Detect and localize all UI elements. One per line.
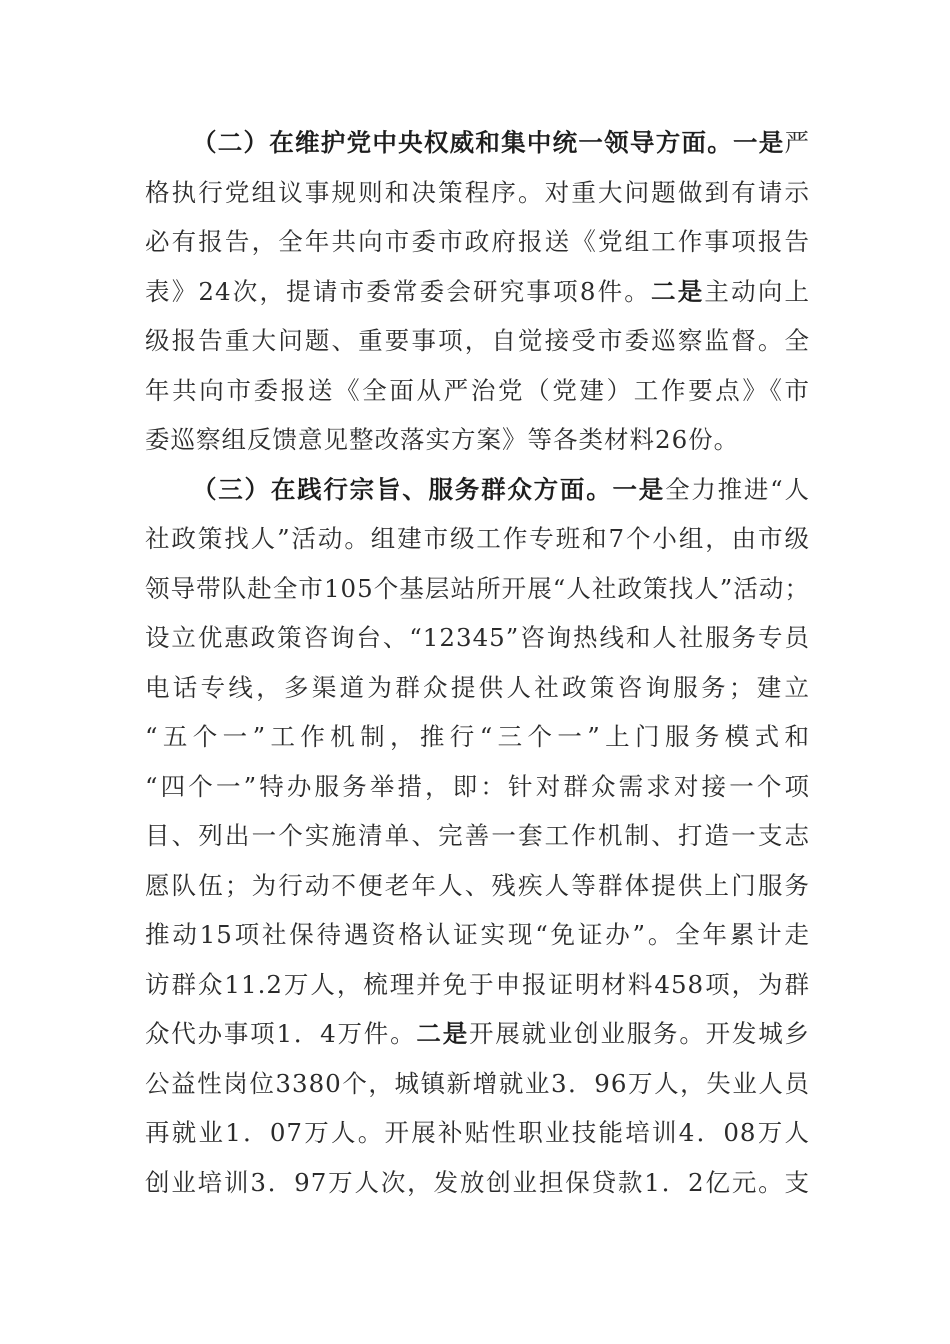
section-2-line-7: 委巡察组反馈意见整改落实方案》等各类材料26份。 (145, 425, 740, 454)
section-3-line-2: 社政策找人”活动。组建市级工作专班和7个小组，由市级 (145, 524, 810, 553)
marker-er-shi: 二是 (651, 276, 705, 306)
section-2-line-5: 级报告重大问题、重要事项，自觉接受市委巡察监督。全 (145, 326, 810, 355)
section-2-line-2: 格执行党组议事规则和决策程序。对重大问题做到有请示 (145, 177, 810, 207)
section-2-line-3: 必有报告，全年共向市委市政府报送《党组工作事项报告 (145, 227, 810, 256)
section-3-line-11: 访群众11.2万人，梳理并免于申报证明材料458项，为群 (145, 969, 810, 999)
section-2-line-4: 表》24次，提请市委常委会研究事项8件。二是主动向上 (145, 276, 810, 306)
section-3-line-14: 再就业1．07万人。开展补贴性职业技能培训4．08万人 (145, 1118, 810, 1147)
section-3-line-4: 设立优惠政策咨询台、“12345”咨询热线和人社服务专员 (145, 623, 810, 652)
section-3-heading: （三）在践行宗旨、服务群众方面。 (192, 474, 613, 504)
marker-er-shi: 二是 (416, 1019, 469, 1048)
body-text (145, 118, 810, 1207)
marker-yi-shi: 一是 (612, 474, 666, 504)
section-3-line-9: 愿队伍；为行动不便老年人、残疾人等群体提供上门服务 (145, 870, 810, 900)
section-3-line-10: 推动15项社保待遇资格认证实现“免证办”。全年累计走 (145, 920, 810, 949)
section-3-line-3: 领导带队赴全市105个基层站所开展“人社政策找人”活动； (145, 573, 810, 603)
section-2-heading: （二）在维护党中央权威和集中统一领导方面。 (192, 128, 733, 157)
section-2-line-1: （二）在维护党中央权威和集中统一领导方面。一是严 (192, 128, 810, 157)
section-3-line-8: 目、列出一个实施清单、完善一套工作机制、打造一支志 (145, 821, 810, 850)
section-3-line-1: （三）在践行宗旨、服务群众方面。一是全力推进“人 (192, 474, 810, 504)
marker-yi-shi: 一是 (732, 128, 785, 157)
section-3-line-13: 公益性岗位3380个，城镇新增就业3．96万人，失业人员 (145, 1068, 810, 1098)
section-3-line-5: 电话专线，多渠道为群众提供人社政策咨询服务；建立 (145, 672, 810, 702)
section-3-line-7: “四个一”特办服务举措，即：针对群众需求对接一个项 (145, 771, 810, 801)
section-3-line-15: 创业培训3．97万人次，发放创业担保贷款1．2亿元。支 (145, 1167, 810, 1197)
section-2-line-6: 年共向市委报送《全面从严治党（党建）工作要点》《市 (145, 375, 810, 405)
section-3-line-6: “五个一”工作机制，推行“三个一”上门服务模式和 (145, 722, 810, 751)
section-3-line-12: 众代办事项1．4万件。二是开展就业创业服务。开发城乡 (145, 1019, 810, 1048)
